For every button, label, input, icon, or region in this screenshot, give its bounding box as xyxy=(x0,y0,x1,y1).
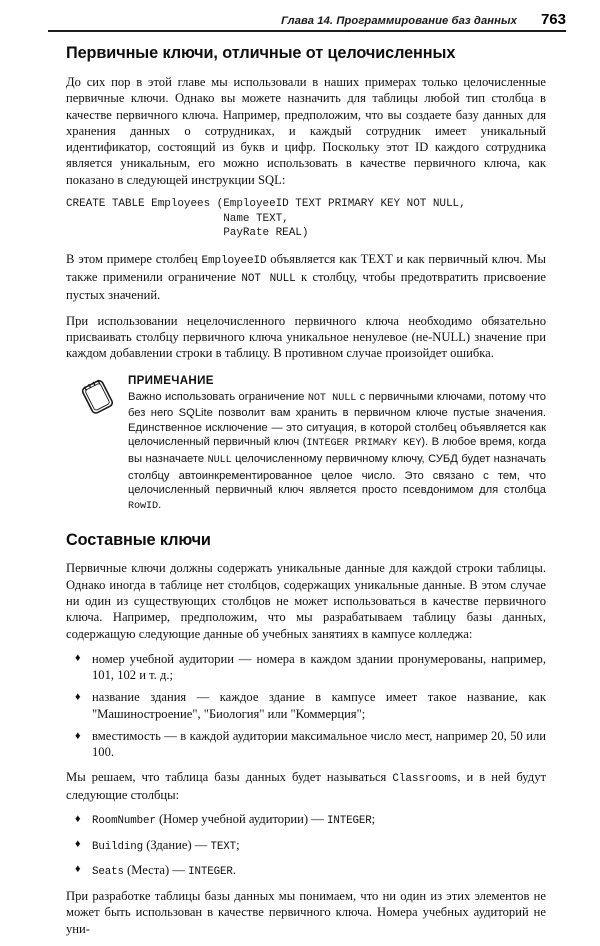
text-fragment: . xyxy=(158,498,162,511)
header-divider xyxy=(48,30,566,32)
list-item-text: вместимость — в каждой аудитории максимальное число мест, например 20, 50 или 100. xyxy=(92,729,546,760)
text-fragment: В этом примере столбец xyxy=(66,251,202,266)
code-line-1: CREATE TABLE Employees (EmployeeID TEXT PRIMARY KEY NOT NULL, xyxy=(66,198,466,211)
inline-code-classrooms: Classrooms xyxy=(392,772,458,785)
notepad-icon xyxy=(74,376,120,416)
inline-code-rowid: RowID xyxy=(128,500,159,512)
note-title: ПРИМЕЧАНИЕ xyxy=(128,373,214,387)
column-type: INTEGER xyxy=(188,865,233,878)
column-name: Building xyxy=(92,840,144,853)
column-label: (Места) — xyxy=(123,862,189,877)
paragraph-closing: При разработке таблицы базы данных мы понимаем, что ни один из этих элементов не может быть использован в качестве первичного ключа. Номера учебных аудиторий не уни- xyxy=(66,889,546,936)
inline-code-null: NULL xyxy=(207,455,232,467)
paragraph-intro: До сих пор в этой главе мы использовали в наших примерах только целочисленные первичные ключи. Однако вы можете назначить для таблицы любой тип столбца в качестве первичного ключа. Например, предположим, что вы создаете базу данных для хранения данных о сотрудниках, и каждый сотрудник имеет уникальный идентификатор, состоящий из букв и цифр. Поскольку этот ID каждого сотрудника является уникальным, его можно использовать в качестве первичного ключа, как показано в следующей инструкции SQL: xyxy=(66,75,546,187)
diamond-bullet-icon: ♦ xyxy=(75,729,81,742)
list-item xyxy=(66,651,546,684)
running-header xyxy=(48,11,566,28)
list-item xyxy=(66,862,546,880)
column-name: RoomNumber xyxy=(92,815,156,828)
section-heading-composite-keys: Составные ключи xyxy=(66,531,211,550)
diamond-bullet-icon: ♦ xyxy=(75,812,81,825)
diamond-bullet-icon: ♦ xyxy=(75,838,81,851)
inline-code-not-null: NOT NULL xyxy=(307,392,357,404)
column-terminator: ; xyxy=(236,837,240,852)
text-fragment: целочисленному первичному ключу, СУБД будет назначать столбцу автоинкрементированное целое число. Это связано с тем, что целочисленный первичный ключ является просто псевдонимом для столбца xyxy=(128,453,546,497)
column-definition-list xyxy=(66,811,546,880)
inline-code-not-null: NOT NULL xyxy=(241,273,296,286)
diamond-bullet-icon: ♦ xyxy=(75,652,81,665)
code-line-3: PayRate REAL) xyxy=(66,227,309,240)
header-chapter-title: Глава 14. Программирование баз данных xyxy=(281,15,517,27)
text-fragment: с первичными ключами, потому что без него SQLite позволит вам хранить в первичном ключе пустые значения. Единственное исключение — это ситуация, в которой столбец объявляется как целочисленный первичный ключ ( xyxy=(128,390,547,449)
paragraph-example-explanation xyxy=(66,251,546,304)
text-fragment: Важно использовать ограничение xyxy=(128,390,308,403)
list-item xyxy=(66,837,546,855)
column-terminator: ; xyxy=(371,812,376,827)
paragraph-classrooms-table xyxy=(66,769,546,804)
column-name: Seats xyxy=(92,865,124,878)
page-number: 763 xyxy=(540,11,566,28)
sql-code-block xyxy=(66,197,546,241)
text-fragment: к столбцу, чтобы предотвратить присвоение пустых значений. xyxy=(66,270,546,303)
column-label: (Номер учебной аудитории) — xyxy=(155,812,327,827)
paragraph-non-integer-key: При использовании нецелочисленного первичного ключа необходимо обязательно присваивать столбцу первичного ключа уникальное ненулевое (не-NULL) значение при каждом добавлении строки в таблицу. В противном случае произойдет ошибка. xyxy=(66,313,546,361)
paragraph-composite-intro: Первичные ключи должны содержать уникальные данные для каждой строки таблицы. Однако иногда в таблице нет столбцов, содержащих уникальные данные. В этом случае ни один из существующих столбцов не может использоваться в качестве первичного ключа. Например, предположим, что мы разрабатываем таблицу базы данных, содержащую следующие данные об учебных занятиях в кампусе колледжа: xyxy=(66,561,546,641)
list-item xyxy=(66,811,546,829)
text-fragment: объявляется как TEXT и как первичный ключ. Мы также применили ограничение xyxy=(66,251,546,285)
list-item xyxy=(66,689,546,722)
note-callout xyxy=(66,374,546,515)
diamond-bullet-icon: ♦ xyxy=(75,863,81,876)
list-item xyxy=(66,728,546,761)
page-content xyxy=(66,40,546,946)
text-fragment: , и в ней будут следующие столбцы: xyxy=(66,769,546,802)
note-body xyxy=(128,390,546,515)
column-terminator: . xyxy=(232,862,236,877)
text-fragment: ). В любое время, когда вы назначаете xyxy=(128,436,546,466)
column-type: INTEGER xyxy=(326,815,372,828)
code-line-2: Name TEXT, xyxy=(66,212,289,225)
list-item-text: номер учебной аудитории — номера в каждом здании пронумерованы, например, 101, 102 и т. д.; xyxy=(92,651,546,683)
data-description-list xyxy=(66,651,546,761)
inline-code-integer-primary-key: INTEGER PRIMARY KEY xyxy=(306,438,422,450)
column-label: (Здание) — xyxy=(143,837,211,852)
text-fragment: Мы решаем, что таблица базы данных будет называться xyxy=(66,769,393,784)
diamond-bullet-icon: ♦ xyxy=(75,690,81,703)
list-item-text: название здания — каждое здание в кампусе имеет такое название, как "Машиностроение", "Биология" или "Коммерция"; xyxy=(92,690,546,721)
inline-code-employeeid: EmployeeID xyxy=(201,254,267,267)
section-heading-primary-keys: Первичные ключи, отличные от целочисленных xyxy=(66,44,456,62)
column-type: TEXT xyxy=(210,840,237,853)
